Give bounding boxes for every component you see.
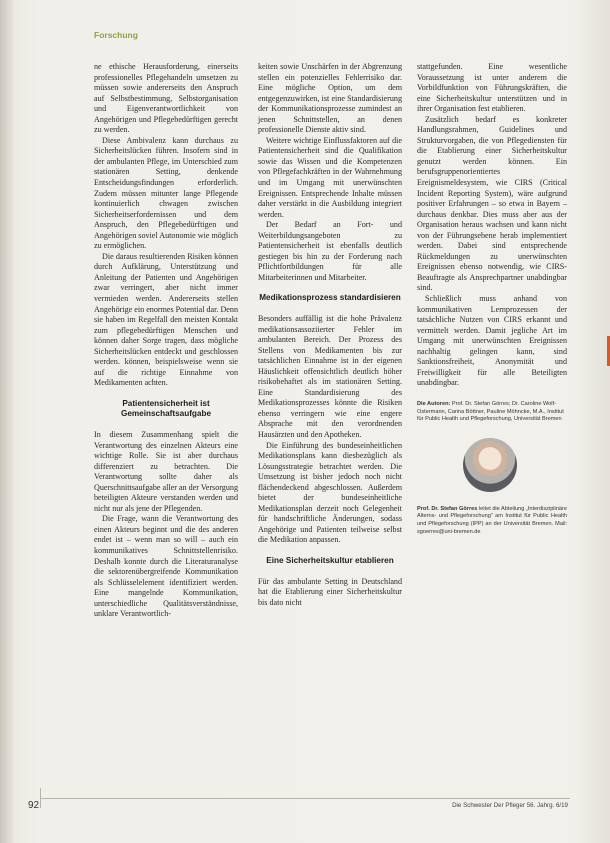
column-1 — [94, 62, 238, 620]
body-paragraph: Zusätzlich bedarf es konkreter Handlungsrahmen, Guidelines und Strukturvorgaben, die von Pflegediensten für die Etablierung einer Sicherheitskultur genutzt werden können. Ein berufsgruppenorientiertes Ereignismeldesystem, wie CIRS (Critical Incident Reporting System), wäre aufgrund positiver Erfahrungen – so etwa in Bayern – durchaus denkbar. Dies muss aber aus der Organisation heraus wachsen und kann nicht von der Führungsebene herab implementiert werden. Dabei sind entsprechende Rückmeldungen zu unerwünschten Ereignissen ebenso notwendig, wie CIRS-Beauftragte als Ansprechpartner unabdingbar sind. — [417, 114, 567, 293]
body-paragraph: In diesem Zusammenhang spielt die Verantwortung des einzelnen Akteurs eine wichtige Rolle. Sie ist aber durchaus differenziert zu betrachten. Die Verantwortung sollte daher als Querschnittsaufgabe aller an der Versorgung beteiligten Akteure verstanden werden und nicht nur als jene der Pflegenden. — [94, 429, 238, 513]
body-paragraph: Für das ambulante Setting in Deutschland hat die Etablierung einer Sicherheitskultur bis dato nicht — [258, 576, 402, 607]
body-paragraph: Die Frage, wann die Verantwortung des einen Akteurs beginnt und die des anderen endet ist – wenn man so will – auch ein kommunikatives Schnittstellenrisiko. Deshalb konnte durch die Literaturanalyse die sektorenübergreifende Kommunikation als Schlüsselelement identifiziert werden. Eine mangelnde Kommunikation, unterschiedliche Qualitätsverständnisse, unklare Verantwortlich- — [94, 514, 238, 619]
footer-rule — [40, 798, 570, 799]
portrait-name: Prof. Dr. Stefan Görres — [417, 505, 478, 512]
author-portrait — [463, 438, 517, 492]
page-spine — [0, 0, 14, 843]
subheading: Eine Sicherheitskultur etablieren — [266, 556, 394, 566]
portrait-caption-text: leitet die Abteilung „Interdisziplinäre Alterns- und Pflegeforschung“ am Institut für Public Health und Pflegeforschung (IPP) an der Universität Bremen. Mail: sgoerres@uni-bremen.de — [417, 505, 567, 535]
page-number: 92 — [28, 800, 40, 811]
body-paragraph: Die Einführung des bundeseinheitlichen Medikationsplans kann diesbezüglich als Lösungsstrategie betrachtet werden. Die Umsetzung ist bisher jedoch noch nicht flächendeckend abgeschlossen. Außerdem bietet der bundeseinheitliche Medikationsplan derzeit noch Gelegenheit für handschriftliche Änderungen, sodass Angehörige und Patienten teilweise selbst die Medikation anpassen. — [258, 440, 402, 545]
body-paragraph: Die daraus resultierenden Risiken können durch Aufklärung, Unterstützung und Anleitung der Patienten und Angehörigen zwar verringert, aber nicht immer vermieden werden. Andererseits stellen Angehörige ein enormes Potential dar. Denn sie haben im Regelfall den meisten Kontakt zum pflegebedürftigen Menschen und können daher Sorge tragen, dass mögliche Sicherheitslücken entdeckt und geschlossen werden. können, beispielsweise wenn sie auf die richtige Einnahme von Medikamenten achten. — [94, 251, 238, 388]
column-2 — [258, 62, 402, 608]
portrait-caption — [417, 506, 567, 536]
journal-reference: Die Schwester Der Pfleger 56. Jahrg. 6/19 — [452, 802, 568, 809]
body-paragraph: ne ethische Herausforderung, einerseits professionelles Pflegehandeln umsetzen zu müssen sowie andererseits den Anspruch auf Selbstbestimmung, Selbstorganisation und Eigenverantwortlichkeit von Angehörigen und Pflegebedürftigen gerecht zu werden. — [94, 62, 238, 135]
body-paragraph: Schließlich muss anhand von kommunikativen Lernprozessen der tatsächliche Nutzen von CIRS erkannt und vermittelt werden. Damit jegliche Art im Umgang mit unerwünschten Ereignissen nachhaltig gelingen kann, sind Sanktionsfreiheit, Anonymität und Freiwilligkeit für alle Beteiligten unabdingbar. — [417, 294, 567, 388]
authors-text: Prof. Dr. Stefan Görres; Dr. Caroline Wolf-Ostermann, Carina Böttner, Pauline Möhncke, M.A., Institut für Public Health und Pflegeforschung, Universität Bremen — [417, 400, 564, 423]
authors-label: Die Autoren: — [417, 400, 451, 407]
subheading: Medikationsprozess standardisieren — [259, 293, 401, 303]
section-label: Forschung — [94, 30, 138, 40]
body-paragraph: Weitere wichtige Einflussfaktoren auf die Patientensicherheit sind die Qualifikation sowie das Wissen und die Kompetenzen von Pflegefachkräften in der Wahrnehmung und im Umgang mit unerwünschten Ereignissen. Entsprechende Inhalte müssen daher verstärkt in die Ausbildung integriert werden. — [258, 135, 402, 219]
body-paragraph: stattgefunden. Eine wesentliche Voraussetzung ist unter anderem die Vorbildfunktion von Führungskräften, die eine Sicherheitskultur unterstützen und in ihrer Organisation fest etablieren. — [417, 62, 567, 114]
body-paragraph: keiten sowie Unschärfen in der Abgrenzung stellen ein potenzielles Fehlerrisiko dar. Eine mögliche Option, um dem entgegenzuwirken, ist eine Standardisierung der Kommunikationsprozesse zumindest an jenen Schnittstellen, an denen professionelle Dienste aktiv sind. — [258, 62, 402, 135]
column-3 — [417, 62, 567, 536]
subheading: Patientensicherheit ist Gemeinschaftsaufgabe — [120, 398, 212, 419]
body-paragraph: Diese Ambivalenz kann durchaus zu Sicherheitslücken führen. Insofern sind in der ambulanten Pflege, im Unterschied zum stationären Setting, denkende Entscheidungsfindungen erforderlich. Zudem müssen mitunter lange Pflegende kontinuierlich chwagen zwischen Sicherheitserfordernissen und dem Anspruch, den Pflegebedürftigen und Angehörigen soviel Autonomie wie möglich zu ermöglichen. — [94, 135, 238, 251]
author-box — [417, 401, 567, 424]
body-paragraph: Der Bedarf an Fort- und Weiterbildungsangeboten zu Patientensicherheit ist ebenfalls deutlich gestiegen bis hin zu der Forderung nach Pflichtfortbildungen für alle Mitarbeiterinnen und Mitarbeiter. — [258, 220, 402, 282]
body-paragraph: Besonders auffällig ist die hohe Prävalenz medikationsassoziierter Fehler im ambulanten Bereich. Der Prozess des Stellens von Medikamenten bis zur tatsächlichen Einnahme ist in der eigenen Häuslichkeit offensichtlich deutlich höher risikobehaftet als im stationären Setting. Eine Standardisierung des Medikationsprozesses könnte die Risiken ebenso verringern wie eine engere Absprache mit den verordnenden Hausärzten und den Apotheken. — [258, 313, 402, 439]
